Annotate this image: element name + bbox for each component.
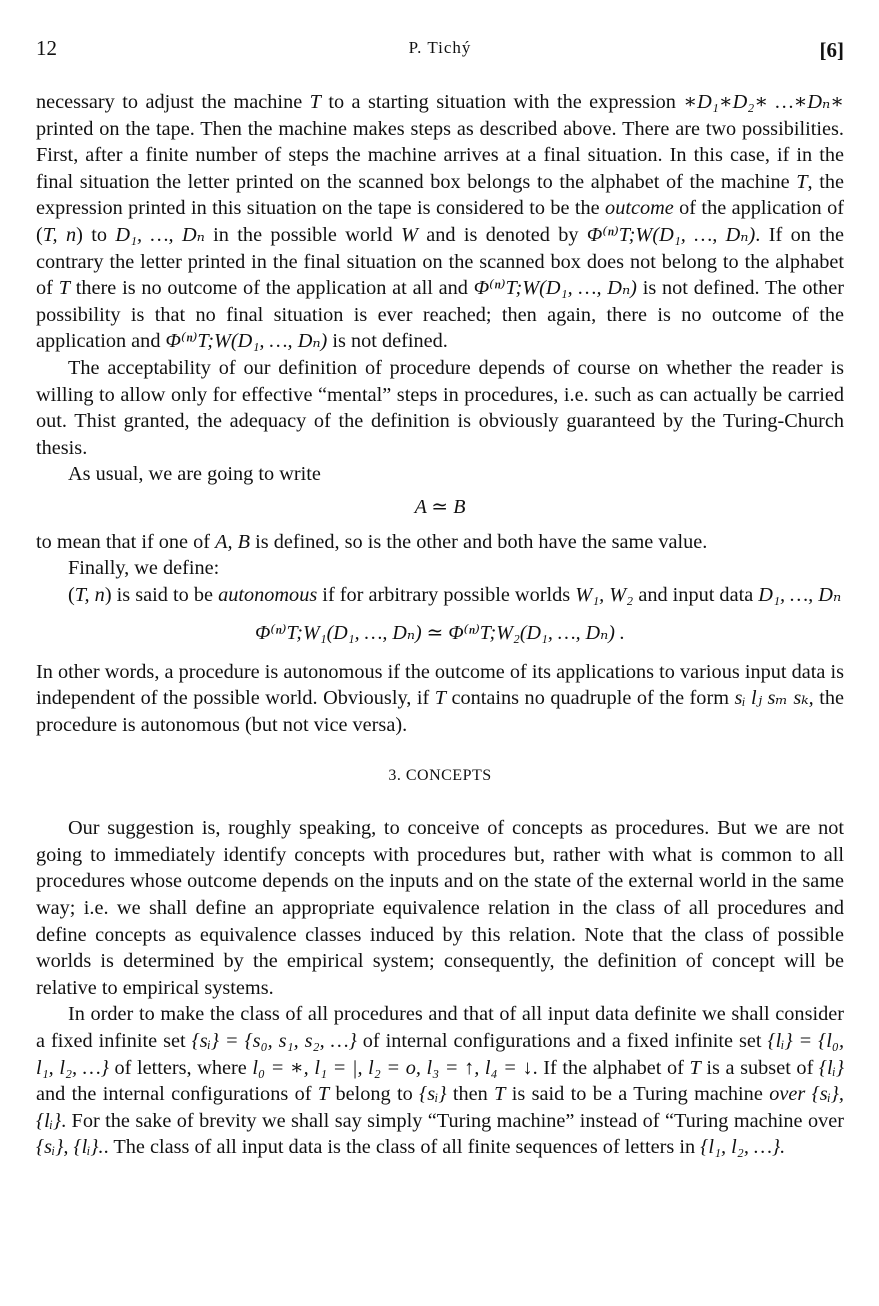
paragraph-definite-classes	[36, 1001, 844, 1161]
text-run: of the application of (	[36, 197, 844, 246]
math-inline: A, B	[215, 530, 251, 553]
paragraph-procedure-outcome	[36, 89, 844, 355]
text-run: In order to make the class of all procedures and that of all input data definite we shall consider a fixed infinite set	[36, 1003, 844, 1052]
paragraph-meaning	[36, 529, 844, 556]
math-inline: T	[317, 1083, 330, 1106]
math-inline: T	[494, 1083, 506, 1106]
math-inline: l₀ = ∗, l₁ = |, l₂ = o, l₃ = ↑, l₄ = ↓	[252, 1056, 533, 1079]
text-run: of internal configurations and a fixed infinite set	[356, 1030, 768, 1052]
math-inline: {lᵢ} = {l₀, l₁, l₂, …}	[36, 1030, 845, 1079]
section-marker: [6]	[819, 38, 844, 62]
math-inline: {sᵢ}	[419, 1083, 447, 1106]
running-title: P. Tichý	[408, 38, 472, 57]
text-run: of letters, where	[108, 1056, 253, 1079]
math-inline: T, n	[42, 223, 77, 246]
text-run: is defined, so is the other and both have the same value.	[250, 530, 708, 553]
text-run: is said to be a Turing machine	[505, 1083, 770, 1106]
text-run: and the internal configurations of	[36, 1083, 318, 1106]
math-inline: Φ⁽ⁿ⁾T;W(D₁, …, Dₙ)	[165, 330, 328, 353]
text-run: is not defined.	[327, 330, 448, 353]
page-header	[36, 36, 844, 66]
text-run: the procedure is autonomous (but not vice versa).	[36, 687, 844, 737]
display-equation-autonomy	[36, 620, 844, 647]
paragraph-finally: Finally, we define:	[68, 557, 220, 580]
paragraph-autonomous-definition: (T, n) is said to be autonomous if for arbitrary possible worlds W₁, W₂ and input data D₁, …, Dₙ	[68, 583, 842, 606]
text-run: necessary to adjust the machine	[36, 91, 310, 113]
text-run: ) is said to be	[104, 583, 219, 606]
math-inline: ∗D₁∗D₂∗ …∗Dₙ∗	[683, 91, 845, 113]
paragraph-suggestion: Our suggestion is, roughly speaking, to conceive of concepts as procedures. But we are not going to immediately identify concepts with procedures but, rather with what is common to all procedures whose outcome depends on the inputs and on the state of the external world in the same way; i.e. we shall define an appropriate equivalence relation in the class of all procedures and define concepts as equivalence classes induced by this relation. Note that the class of possible worlds is determined by the empirical system; consequently, the definition of concept will be relative to empirical systems.	[36, 817, 844, 999]
math-inline: {sᵢ}, {lᵢ}.	[36, 1136, 104, 1159]
text-run: . If the alphabet of	[532, 1056, 690, 1079]
text-run: . If on the contrary the letter printed in the final situation on the scanned box does not belong to the alphabet of	[36, 223, 844, 300]
text-run: is not defined. The other possibility is that no final situation is ever reached; then again, there is no outcome of the application and	[36, 277, 845, 353]
math-inline: {sᵢ}, {lᵢ}	[36, 1083, 844, 1132]
math-inline: {lᵢ}	[818, 1056, 844, 1079]
text-run: contains no quadruple of the form	[446, 687, 735, 710]
paragraph-as-usual: As usual, we are going to write	[68, 463, 321, 486]
math-inline: D₁, …, Dₙ	[758, 583, 842, 606]
text-run: to mean that if one of	[36, 530, 216, 553]
section-heading: 3. CONCEPTS	[388, 766, 492, 784]
math-inline: T, n	[74, 583, 105, 606]
math-inline: D₁, …, Dₙ	[115, 223, 205, 246]
math-display: Φ⁽ⁿ⁾T;W₁(D₁, …, Dₙ) ≃ Φ⁽ⁿ⁾T;W₂(D₁, …, Dₙ) .	[255, 622, 625, 645]
math-inline: T	[796, 170, 808, 193]
text-run: is a subset of	[700, 1056, 819, 1079]
text-run: In other words, a procedure is autonomous if the outcome of its applications to various input data is independent of the possible world. Obviously, if	[36, 660, 844, 710]
text-run: , the expression printed in this situation on the tape is considered to be the	[36, 170, 844, 220]
math-inline: {l₁, l₂, …}.	[700, 1136, 786, 1159]
math-inline: T	[58, 277, 70, 300]
math-inline: W	[400, 223, 418, 246]
display-equation-equivalence	[36, 494, 844, 521]
math-inline: W₁, W₂	[575, 583, 634, 606]
emphasis-outcome: outcome	[605, 197, 674, 220]
emphasis-over: over	[769, 1083, 806, 1106]
text-run: then	[446, 1083, 495, 1106]
body-text	[36, 89, 844, 1161]
text-run: if for arbitrary possible worlds	[317, 583, 576, 606]
text-run: in the possible world	[204, 223, 401, 246]
math-display: A ≃ B	[414, 495, 466, 518]
emphasis-autonomous: autonomous	[218, 583, 318, 606]
math-inline: T	[309, 91, 321, 113]
math-inline: T	[689, 1056, 701, 1079]
math-inline: {sᵢ} = {s₀, s₁, s₂, …}	[191, 1030, 357, 1052]
text-run: ) to	[76, 223, 116, 246]
text-run: . The class of all input data is the class of all finite sequences of letters in	[103, 1136, 701, 1159]
text-run: to a starting situation with the expression	[320, 91, 684, 113]
paragraph-acceptability: The acceptability of our definition of procedure depends of course on whether the reader is willing to allow only for effective “mental” steps in procedures, i.e. such as can actually be carried out. Thist granted, the adequacy of the definition is obviously guaranteed by the Turing-Church thesis.	[36, 356, 844, 459]
math-inline: Φ⁽ⁿ⁾T;W(D₁, …, Dₙ)	[586, 223, 756, 246]
page-number: 12	[36, 36, 57, 60]
math-inline: Φ⁽ⁿ⁾T;W(D₁, …, Dₙ)	[473, 277, 637, 300]
text-run: there is no outcome of the application at all and	[69, 277, 474, 300]
math-inline: sᵢ lⱼ sₘ sₖ,	[734, 687, 814, 710]
text-run: belong to	[329, 1083, 420, 1106]
math-inline: T	[434, 687, 446, 710]
text-run: . For the sake of brevity we shall say simply “Turing machine” instead of “Turing machine over	[61, 1109, 844, 1132]
text-run: printed on the tape. Then the machine makes steps as described above. There are two possibilities. First, after a finite number of steps the machine arrives at a final situation. In this case, if in the final situation the letter printed on the scanned box belongs to the alphabet of the machine	[36, 117, 844, 193]
text-run: and is denoted by	[417, 223, 587, 246]
paragraph-in-other-words	[36, 659, 844, 739]
text-run: and input data	[633, 583, 759, 606]
